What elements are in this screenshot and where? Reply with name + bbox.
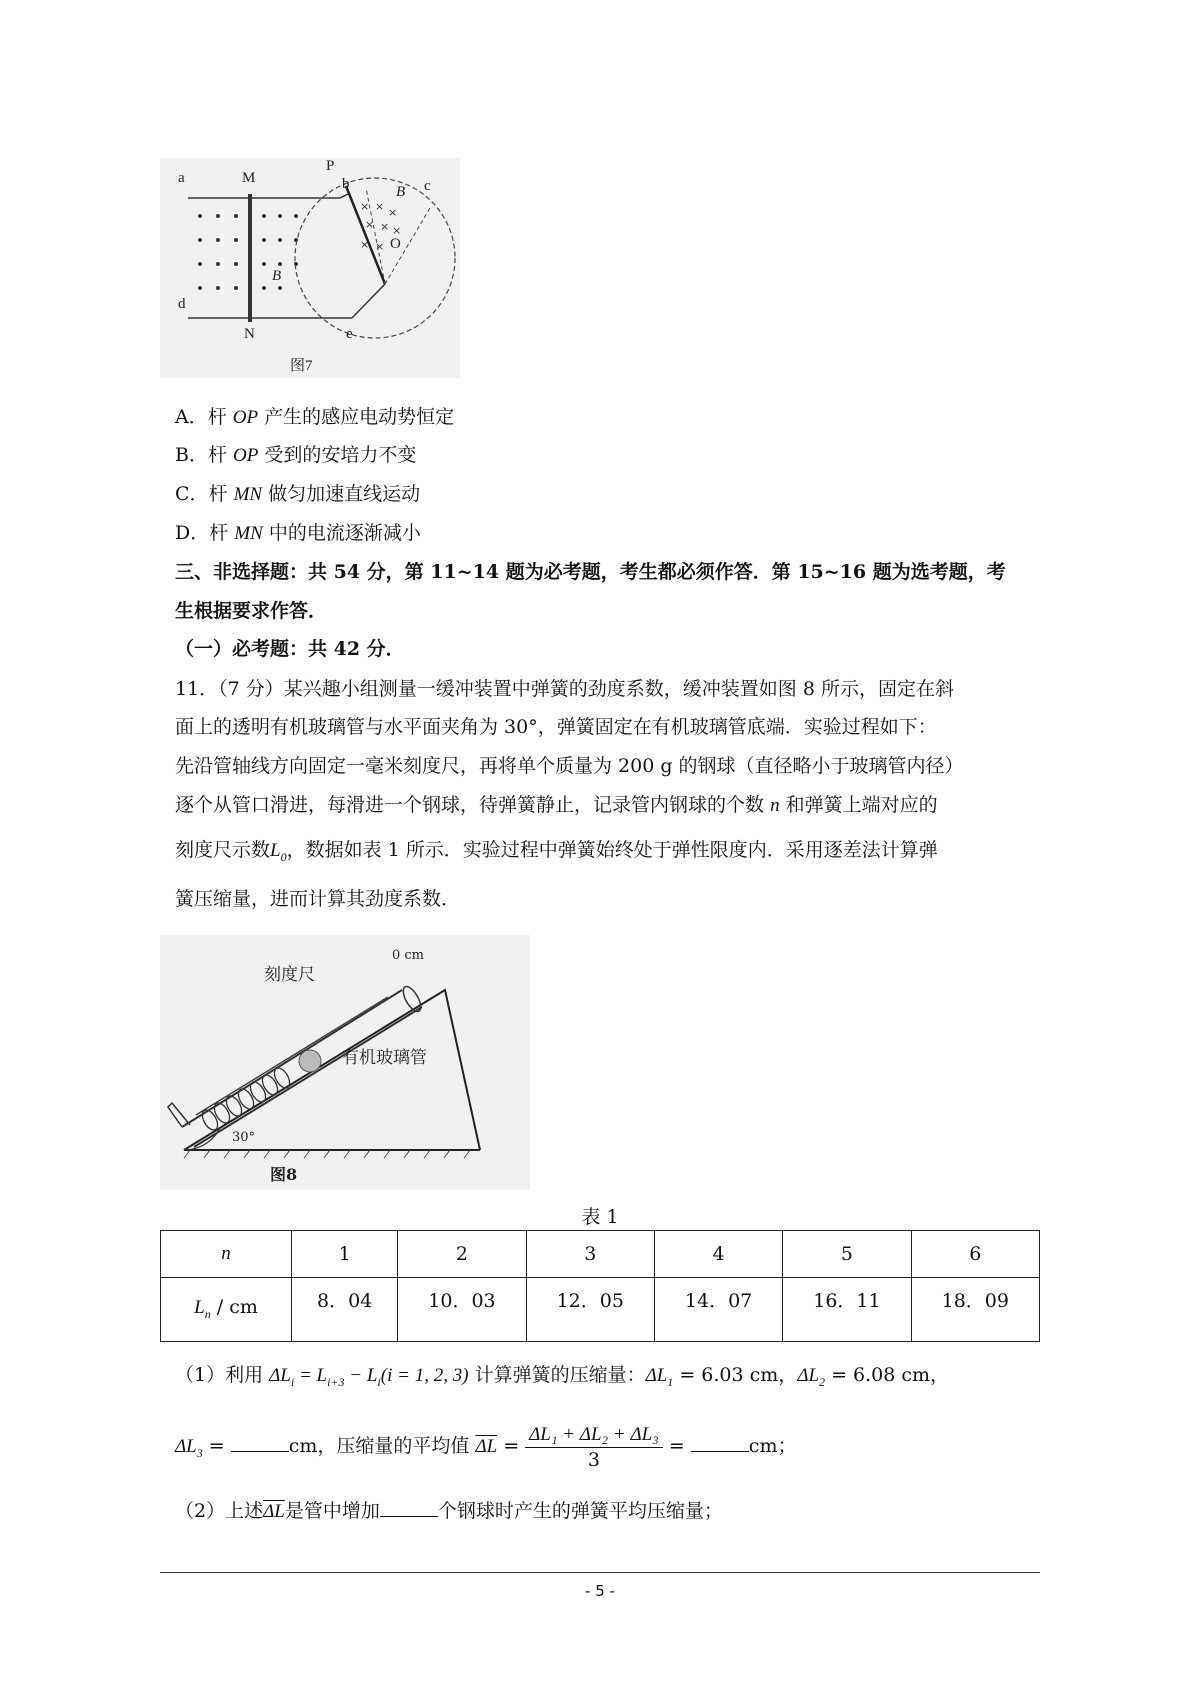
table-row-L	[161, 1278, 1040, 1342]
part2-line: （2）上述$\overline{\Delta L}$是管中增加 个钢球时产生的弹簧平均压缩量；	[175, 1500, 723, 1522]
section3-line1: 三、非选择题：共 54 分，第 11~14 题为必考题，考生都必须作答．第 15~16 题为选考题，考	[175, 561, 1006, 583]
option-a: A．杆 OP 产生的感应电动势恒定	[175, 406, 455, 428]
option-d: D．杆 MN 中的电流逐渐减小	[175, 522, 421, 544]
part1-line2: $\Delta L_3$ = cm，压缩量的平均值 $\overline{\Delta L}$ = $\frac{\text{ΔL₁ + ΔL₂ + ΔL₃}}{3}$ = cm；	[175, 1423, 797, 1471]
table-header-n: n	[161, 1231, 292, 1278]
table-cell: 5	[783, 1231, 911, 1278]
table-cell: 18．09	[911, 1278, 1039, 1342]
fig7-label-N: N	[244, 326, 255, 342]
table-cell: 14．07	[654, 1278, 782, 1342]
q11-line6: 簧压缩量，进而计算其劲度系数．	[175, 888, 461, 910]
svg-text:×: ×	[375, 240, 385, 253]
figure-7	[160, 158, 460, 378]
fig8-angle-label: 30°	[232, 1130, 256, 1145]
fig8-unit-label: 0 cm	[392, 948, 425, 963]
fig7-label-B: B	[396, 184, 406, 200]
svg-text:×: ×	[375, 200, 385, 213]
fig7-label-d: d	[178, 296, 186, 312]
table1-title: 表 1	[581, 1206, 619, 1228]
figure-8	[160, 935, 530, 1190]
page-number: - 5 -	[585, 1582, 615, 1600]
figure-7-drawing	[160, 158, 460, 378]
answer-blank-average[interactable]	[691, 1433, 749, 1452]
table-cell: 6	[911, 1231, 1039, 1278]
q11-line1: 11．（7 分）某兴趣小组测量一缓冲装置中弹簧的劲度系数，缓冲装置如图 8 所示，固定在斜	[175, 678, 954, 700]
table-cell: 2	[398, 1231, 526, 1278]
fig7-caption: 图7	[290, 358, 313, 374]
table-row-n	[161, 1231, 1040, 1278]
q11-line4: 逐个从管口滑进，每滑进一个钢球，待弹簧静止，记录管内钢球的个数 n 和弹簧上端对应的	[175, 794, 938, 816]
fig7-label-e: e	[346, 326, 353, 342]
fig8-caption: 图8	[270, 1165, 298, 1184]
section3-subheading: （一）必考题：共 42 分．	[175, 638, 405, 660]
answer-blank-delta-l3[interactable]	[231, 1433, 289, 1452]
table-cell: 10．03	[398, 1278, 526, 1342]
svg-text:×: ×	[388, 206, 398, 219]
table-cell: 4	[654, 1231, 782, 1278]
table-cell: 3	[526, 1231, 654, 1278]
table-cell: 16．11	[783, 1278, 911, 1342]
option-b: B．杆 OP 受到的安培力不变	[175, 444, 417, 466]
fig7-label-c: c	[424, 178, 431, 194]
table-cell: 8．04	[292, 1278, 398, 1342]
figure-8-drawing	[160, 935, 530, 1190]
average-fraction: $\frac{\text{ΔL₁ + ΔL₂ + ΔL₃}}{3}$	[525, 1423, 663, 1472]
svg-text:×: ×	[365, 218, 375, 231]
section3-line2: 生根据要求作答．	[175, 600, 328, 622]
fig7-label-O: O	[390, 236, 401, 252]
part1-line1: （1）利用 $\Delta L_i = L_{i+3} - L_i(i = 1$, 2, 3) 计算弹簧的压缩量：$\Delta L_1 = 6.03$ cm，$\Delta L_2 = 6.08$ cm，	[175, 1364, 950, 1389]
q11-line2: 面上的透明有机玻璃管与水平面夹角为 30°，弹簧固定在有机玻璃管底端．实验过程如下：	[175, 716, 937, 738]
svg-text:×: ×	[392, 224, 402, 237]
option-c: C．杆 MN 做匀加速直线运动	[175, 483, 421, 505]
table-cell: 12．05	[526, 1278, 654, 1342]
fig7-label-B2: B	[272, 268, 282, 284]
fig7-label-a: a	[178, 170, 185, 186]
fig7-label-b: b	[342, 176, 350, 192]
footer-divider	[160, 1572, 1040, 1573]
svg-text:×: ×	[360, 238, 370, 251]
table-1	[160, 1230, 1040, 1342]
table-header-L: $L_n$ / cm	[161, 1278, 292, 1342]
q11-line3: 先沿管轴线方向固定一毫米刻度尺，再将单个质量为 200 g 的钢球（直径略小于玻璃管内径）	[175, 755, 964, 777]
fig8-tube-label: 有机玻璃管	[342, 1048, 427, 1068]
fig7-label-P: P	[326, 158, 335, 174]
answer-blank-ball-count[interactable]	[380, 1498, 438, 1517]
svg-text:×: ×	[360, 200, 370, 213]
q11-line5: 刻度尺示数$L_0$，数据如表 1 所示．实验过程中弹簧始终处于弹性限度内．采用逐差法计算弹	[175, 839, 938, 864]
fig8-ruler-label: 刻度尺	[264, 965, 315, 985]
fig7-label-M: M	[242, 170, 256, 186]
table-cell: 1	[292, 1231, 398, 1278]
svg-text:×: ×	[380, 220, 390, 233]
